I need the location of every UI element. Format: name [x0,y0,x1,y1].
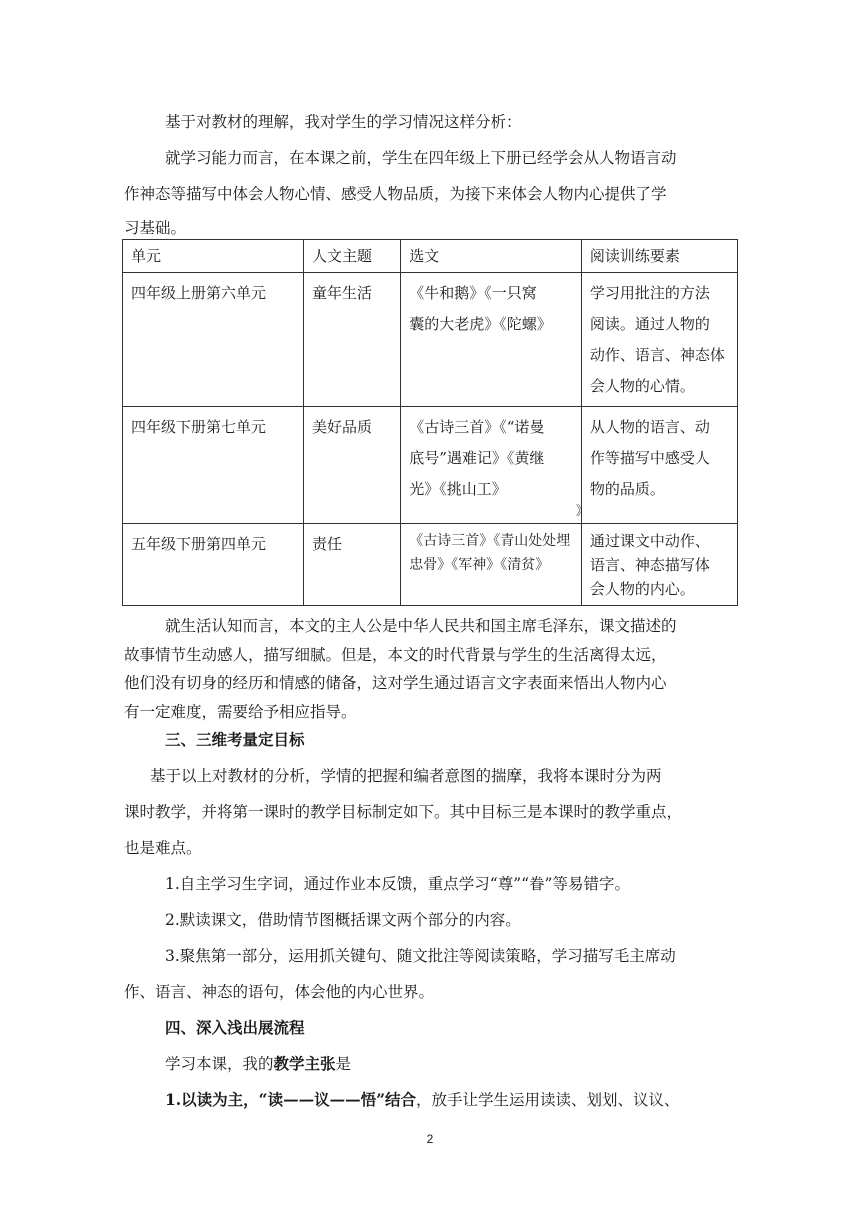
table-header-row [123,240,738,273]
cell-goal-line: 阅读。通过人物的 [589,315,710,333]
header-unit: 单元 [123,240,304,273]
para5-rest: ，放手让学生运用读读、划划、议议、 [416,1091,680,1109]
cell-theme: 童年生活 [304,273,401,407]
para3-line-1: 基于以上对教材的分析，学情的把握和编者意图的揣摩，我将本课时分为两 [150,767,662,785]
cell-unit: 五年级下册第四单元 [123,524,304,606]
para1-line-2: 作神态等描写中体会人物心情、感受人物品质，为接下来体会人物内心提供了学 [124,185,667,203]
para2-line-2: 故事情节生动感人，描写细腻。但是，本文的时代背景与学生的生活离得太远， [124,646,667,664]
cell-goal-line: 学习用批注的方法 [589,284,710,302]
goal-1: 1.自主学习生字词，通过作业本反馈，重点学习“尊”“眷”等易错字。 [165,875,630,893]
para5-bold: 1.以读为主，“读——议——悟”结合 [165,1090,417,1109]
cell-text-line: 囊的大老虎》《陀螺》 [409,315,552,333]
header-texts: 选文 [401,240,582,273]
cell-text-line: 光》《挑山工》 [409,480,507,498]
cell-goal [581,273,737,407]
cell-texts [401,407,582,524]
stray-bracket: 》 [575,504,589,519]
table-row [123,273,738,407]
cell-unit: 四年级下册第七单元 [123,407,304,524]
cell-theme: 责任 [304,524,401,606]
para5-line-final [165,1088,680,1110]
page-number: 2 [426,1132,434,1146]
cell-theme: 美好品质 [304,407,401,524]
header-goal: 阅读训练要素 [581,240,737,273]
cell-texts [401,524,582,606]
units-table [122,239,738,606]
para1-line-3: 习基础。 [124,219,187,237]
cell-goal-line: 动作、语言、神态体 [589,346,725,364]
intro-line: 基于对教材的理解，我对学生的学习情况这样分析： [165,113,522,131]
cell-text-line: 《牛和鹅》《一只窝 [409,284,537,302]
cell-goal-line: 作等描写中感受人 [589,449,710,467]
section4-heading: 四、深入浅出展流程 [165,1018,305,1037]
cell-goal [575,407,737,524]
header-theme: 人文主题 [304,240,401,273]
cell-text-line: 《古诗三首》《青山处处埋 [409,533,571,549]
goal-3-line-1: 3.聚焦第一部分，运用抓关键句、随文批注等阅读策略，学习描写毛主席动 [165,947,676,965]
para2-line-4: 有一定难度，需要给予相应指导。 [124,703,357,721]
cell-text-line: 《古诗三首》《“诺曼 [409,418,545,436]
table-row [123,524,738,606]
cell-goal-line: 会人物的内心。 [589,580,695,598]
cell-goal-line: 语言、神态描写体 [589,556,710,574]
para1-line-1: 就学习能力而言，在本课之前，学生在四年级上下册已经学会从人物语言动 [165,149,677,167]
section3-heading: 三、三维考量定目标 [165,730,305,749]
cell-goal [581,524,737,606]
cell-goal-line: 从人物的语言、动 [589,418,710,436]
cell-texts [401,273,582,407]
table-row [123,407,738,524]
para4-suffix: 是 [335,1055,352,1073]
cell-goal-line: 会人物的心情。 [589,377,695,395]
para3-line-2: 课时教学，并将第一课时的教学目标制定如下。其中目标三是本课时的教学重点， [124,803,683,821]
para4-prefix: 学习本课，我的 [165,1055,274,1073]
cell-text-line: 忠骨》《军神》《清贫》 [409,557,550,573]
cell-goal-line: 物的品质。 [589,480,665,498]
para4-bold: 教学主张 [273,1054,336,1073]
cell-unit: 四年级上册第六单元 [123,273,304,407]
cell-goal-line: 通过课文中动作、 [589,532,710,550]
goal-2: 2.默读课文，借助情节图概括课文两个部分的内容。 [165,911,521,929]
goal-3-line-2: 作、语言、神态的语句，体会他的内心世界。 [124,983,435,1001]
para3-line-3: 也是难点。 [124,839,202,857]
para2-line-3: 他们没有切身的经历和情感的储备，这对学生通过语言文字表面来悟出人物内心 [124,674,667,692]
para2-line-1: 就生活认知而言，本文的主人公是中华人民共和国主席毛泽东，课文描述的 [165,617,677,635]
para4 [165,1052,351,1074]
cell-text-line: 底号”遇难记》《黄继 [409,449,545,467]
